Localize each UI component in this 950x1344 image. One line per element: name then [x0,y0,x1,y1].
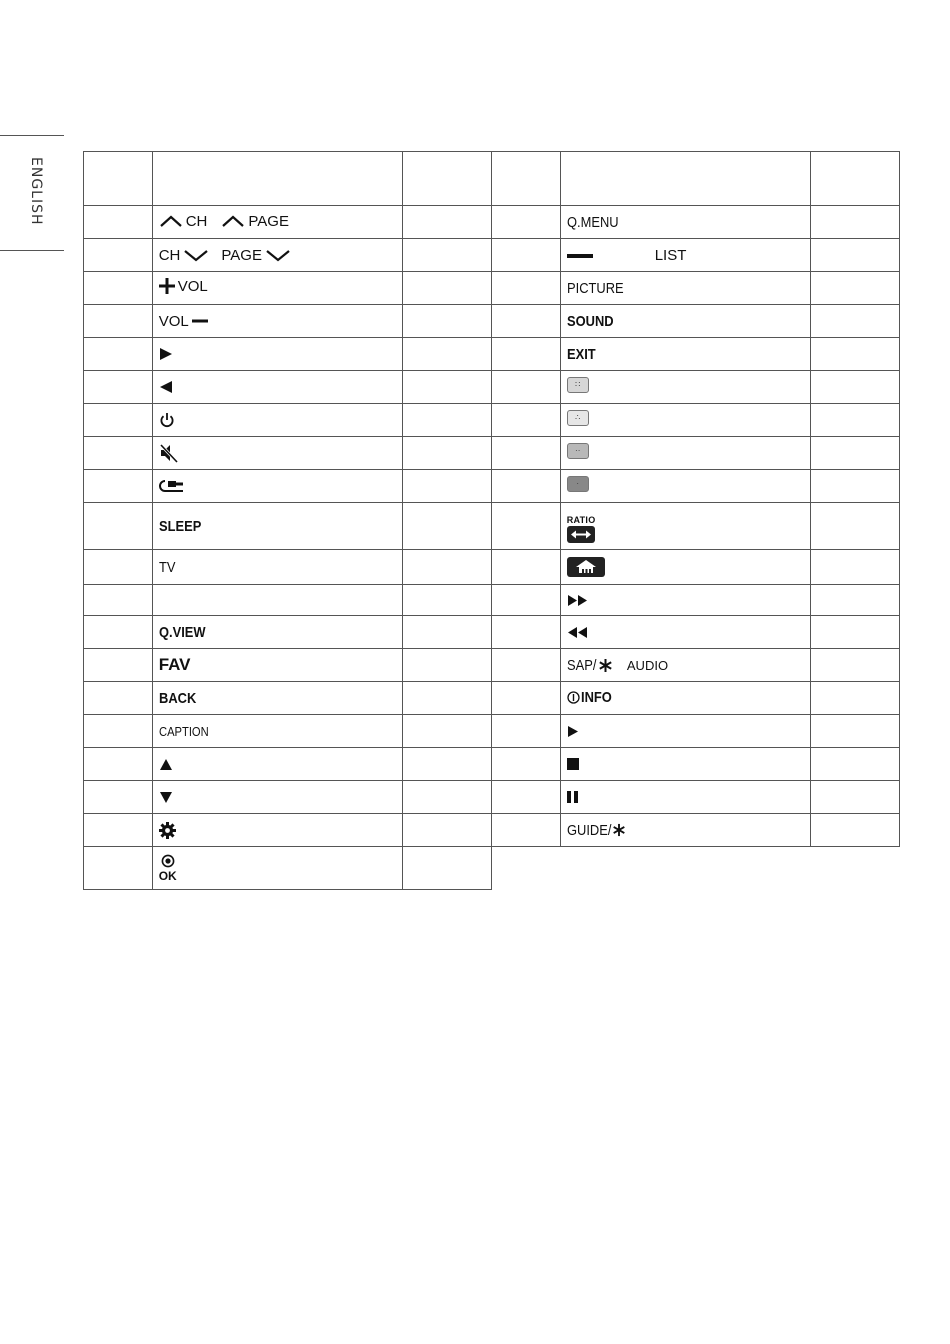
table-row [84,748,900,781]
header-cell [491,152,560,206]
table-row [84,470,900,503]
table-row [84,682,900,715]
arrow-right-icon [159,347,173,361]
arrow-down-icon [159,791,173,804]
key-exit: EXIT [566,345,596,363]
table-row [84,616,900,649]
table-row [84,649,900,682]
key-ratio [567,515,596,543]
header-cell [152,152,402,206]
play-icon [567,725,579,738]
plus-icon [159,278,175,294]
asterisk-icon [612,823,626,837]
ch-label: CH [158,246,181,264]
table-row [84,550,900,585]
key-ch-page-up [159,213,289,230]
chevron-down-icon [183,249,209,262]
color-key-4-icon: · [567,476,589,492]
pause-icon [567,791,578,803]
key-vol-down [159,313,208,330]
mute-icon [159,443,179,463]
chevron-down-icon [265,249,291,262]
table-row [84,437,900,470]
key-qmenu: Q.MENU [566,213,619,231]
ch-label: CH [185,212,208,230]
ratio-label: RATIO [566,514,596,525]
page-label: PAGE [221,246,262,264]
info-icon [567,691,580,704]
header-cell [560,152,810,206]
key-back: BACK [158,689,196,707]
remote-key-table [83,151,900,890]
table-row [84,503,900,550]
stop-icon [567,758,579,770]
key-tv: TV [158,558,176,576]
header-cell [810,152,899,206]
table-row [84,585,900,616]
table-row [84,305,900,338]
table-row [84,847,900,890]
rewind-icon [567,626,589,639]
sap-label: SAP/ [566,656,597,674]
key-sound: SOUND [566,312,614,330]
info-label: INFO [580,688,612,706]
header-cell [84,152,153,206]
key-list [567,247,687,264]
table-row [84,404,900,437]
color-key-2-icon: ∴ [567,410,589,426]
arrow-left-icon [159,380,173,394]
key-info [567,689,617,706]
color-key-3-icon: ·· [567,443,589,459]
side-divider-top [0,135,64,136]
power-icon [159,412,175,428]
table-row [84,206,900,239]
chevron-up-icon [221,215,245,227]
key-vol-up [159,278,208,295]
vol-label: VOL [158,312,189,330]
asterisk-icon [598,658,613,673]
arrow-up-icon [159,758,173,771]
key-sleep: SLEEP [158,517,202,535]
ok-dot-icon [161,854,175,868]
key-qview: Q.VIEW [158,623,206,641]
minus-icon [192,319,208,323]
page-label: PAGE [248,212,289,230]
ok-label: OK [158,868,177,883]
guide-label: GUIDE/ [566,821,612,839]
color-key-1-icon: ∷ [567,377,589,393]
table-row [84,272,900,305]
table-row [84,715,900,748]
chevron-up-icon [159,215,183,227]
side-divider-bottom [0,250,64,251]
table-row [84,781,900,814]
home-icon [567,557,605,577]
header-cell [402,152,491,206]
audio-label: AUDIO [626,657,669,673]
language-label: ENGLISH [28,157,44,226]
fast-forward-icon [567,594,589,607]
table-row [84,814,900,847]
table-header-row [84,152,900,206]
key-guide [567,822,627,839]
key-ok [159,854,177,883]
ratio-icon [567,526,595,543]
key-picture: PICTURE [566,279,624,297]
key-caption: CAPTION [158,723,209,739]
key-fav: FAV [158,655,191,674]
table-row [84,371,900,404]
table-row [84,239,900,272]
table-row [84,338,900,371]
vol-label: VOL [177,277,208,295]
key-ch-page-down [159,247,291,264]
minus-icon [567,253,593,259]
input-icon [159,478,185,494]
key-sap-audio [567,657,668,674]
settings-gear-icon [159,822,176,839]
list-label: LIST [654,247,687,265]
